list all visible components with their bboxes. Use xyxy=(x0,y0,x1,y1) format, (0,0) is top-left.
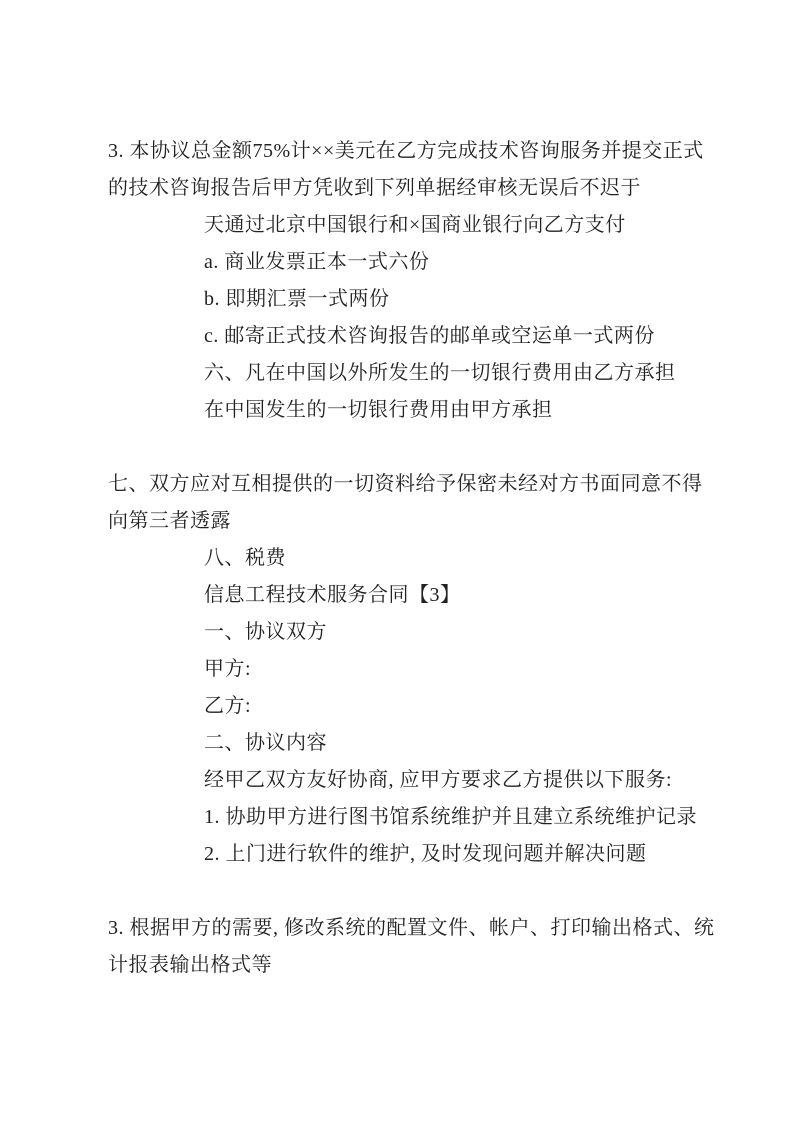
text-line-item-a: a. 商业发票正本一式六份 xyxy=(204,251,430,273)
text-line-clause-six-cont: 在中国发生的一切银行费用由甲方承担 xyxy=(204,399,553,421)
text-line-item-b: b. 即期汇票一式两份 xyxy=(204,288,390,310)
text-line-party-a: 甲方: xyxy=(204,658,252,680)
contract-subtitle: 信息工程技术服务合同【3】 xyxy=(204,584,461,606)
text-line-services-intro: 经甲乙双方友好协商, 应甲方要求乙方提供以下服务: xyxy=(204,769,673,791)
text-line-service-1: 1. 协助甲方进行图书馆系统维护并且建立系统维护记录 xyxy=(204,806,697,828)
text-line-payment-banks: 天通过北京中国银行和×国商业银行向乙方支付 xyxy=(204,214,626,236)
paragraph-gap xyxy=(108,429,704,466)
text-line-section-one: 一、协议双方 xyxy=(204,621,327,643)
text-line-service-3-cont: 计报表输出格式等 xyxy=(108,954,272,976)
text-line-clause-eight: 八、税费 xyxy=(204,547,286,569)
text-line-clause-six: 六、凡在中国以外所发生的一切银行费用由乙方承担 xyxy=(204,362,676,384)
text-line-section-two: 二、协议内容 xyxy=(204,732,327,754)
text-line-clause-seven: 七、双方应对互相提供的一切资料给予保密未经对方书面同意不得 xyxy=(108,473,703,495)
text-line-payment-clause: 3. 本协议总金额75%计××美元在乙方完成技术咨询服务并提交正式 xyxy=(108,140,704,162)
paragraph-gap xyxy=(108,873,704,910)
text-line-item-c: c. 邮寄正式技术咨询报告的邮单或空运单一式两份 xyxy=(204,325,655,347)
text-line-payment-clause-cont: 的技术咨询报告后甲方凭收到下列单据经审核无误后不迟于 xyxy=(108,177,641,199)
text-line-clause-seven-cont: 向第三者透露 xyxy=(108,510,231,532)
text-line-service-3: 3. 根据甲方的需要, 修改系统的配置文件、帐户、打印输出格式、统 xyxy=(108,917,715,939)
text-line-service-2: 2. 上门进行软件的维护, 及时发现问题并解决问题 xyxy=(204,843,647,865)
text-line-party-b: 乙方: xyxy=(204,695,252,717)
